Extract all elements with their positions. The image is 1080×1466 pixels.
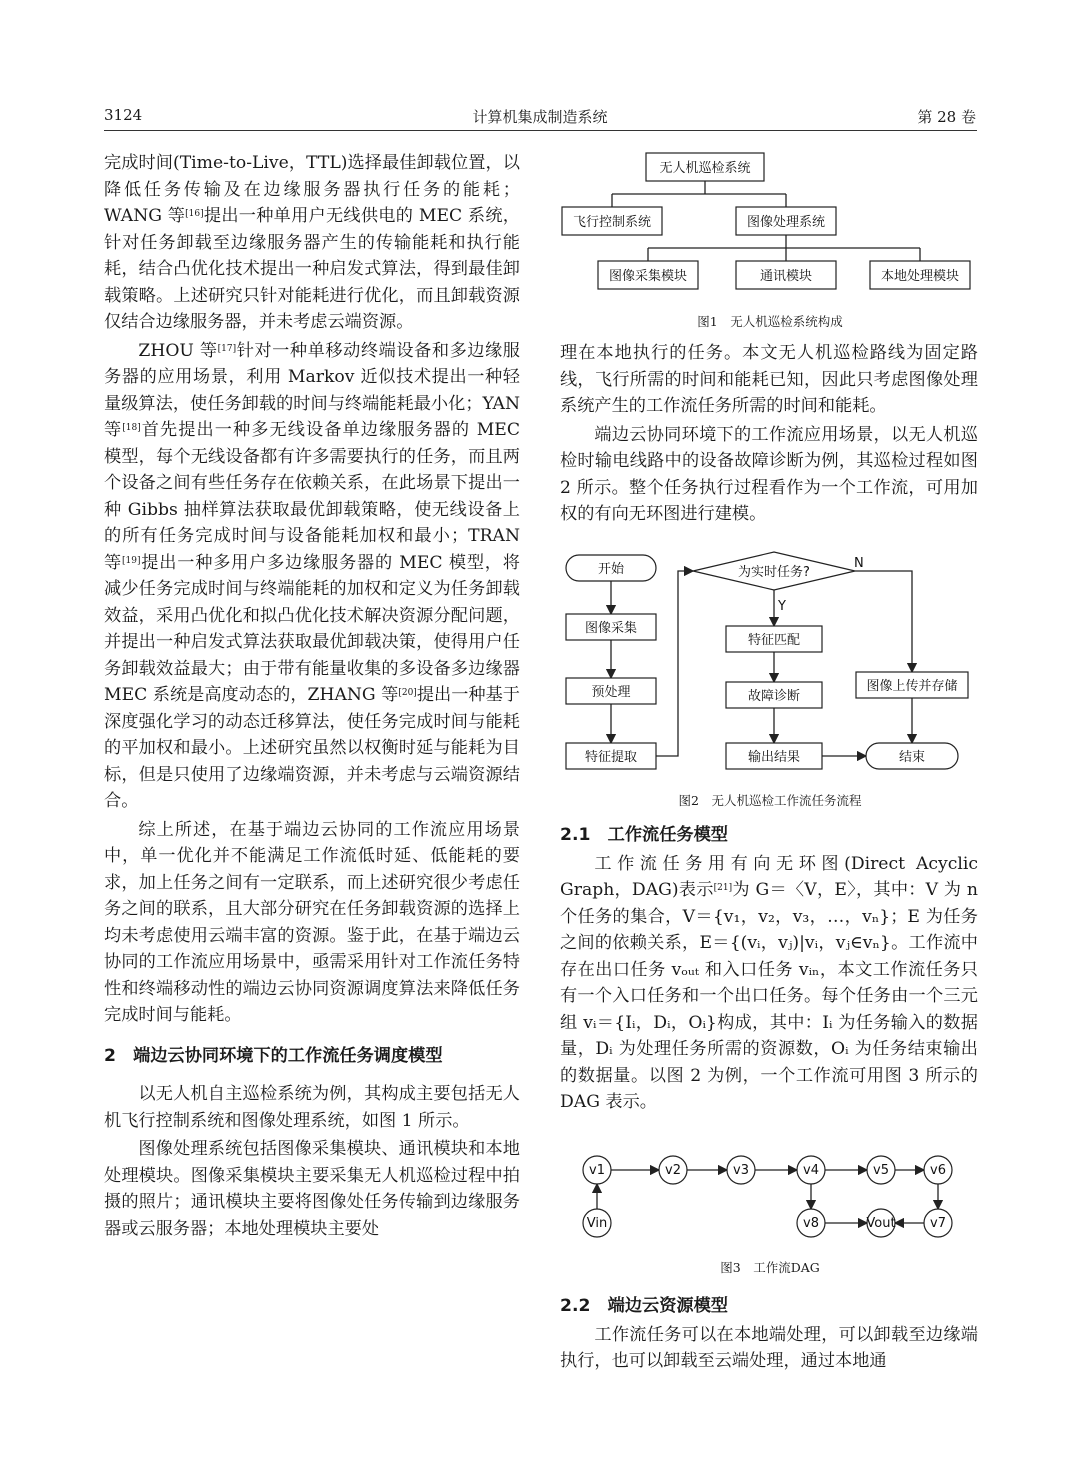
citation-19: [19] xyxy=(121,555,141,566)
dag-label-v2: v2 xyxy=(665,1163,681,1178)
dag-label-vout: Vout xyxy=(866,1216,896,1231)
dag-label-v5: v5 xyxy=(873,1163,889,1178)
fig2-upload-label: 图像上传并存储 xyxy=(866,679,958,694)
fig2-decision-label: 为实时任务? xyxy=(738,565,810,580)
right-paragraph-1: 理在本地执行的任务。本文无人机巡检路线为固定路线，飞行所需的时间和能耗已知，因此只考虑图像处理系统产生的工作流任务所需的时间和能耗。 xyxy=(560,343,978,416)
fig2-output-label: 输出结果 xyxy=(747,750,801,765)
citation-20: [20] xyxy=(398,688,417,698)
dag-label-v4: v4 xyxy=(803,1163,819,1178)
header-rule xyxy=(104,130,977,131)
right-column-bottom xyxy=(560,1293,978,1375)
figure-3-caption: 图3 工作流DAG xyxy=(720,1260,820,1275)
paragraph-3: 综上所述，在基于端边云协同的工作流应用场景中，单一优化并不能满足工作流低时延、低能耗的要求，加上任务之间有一定联系，而上述研究很少考虑任务之间的联系，且大部分研究在任务卸载资源的选择上均未考虑使用云端丰富的资源。鉴于此，在基于端边云协同的工作流应用场景中，亟需采用针对工作流任务特性和终端移动性的端边云协同资源调度算法来降低任务完成时间与能耗。 xyxy=(104,819,520,1025)
right-paragraph-2: 端边云协同环境下的工作流应用场景，以无人机巡检时输电线路中的设备故障诊断为例，其巡检过程如图 2 所示。整个任务执行过程看作为一个工作流，可用加权的有向无环图进行建模。 xyxy=(560,424,978,524)
fig2-end-label: 结束 xyxy=(898,750,926,765)
fig1-local-label: 本地处理模块 xyxy=(880,269,960,284)
dag-label-v6: v6 xyxy=(930,1163,946,1178)
right-column-middle xyxy=(560,822,978,1116)
right-paragraph-4: 工作流任务可以在本地端处理，可以卸载至边缘端执行，也可以卸载至云端处理，通过本地通 xyxy=(560,1324,978,1371)
left-column xyxy=(104,150,520,1242)
figure-2-caption: 图2 无人机巡检工作流任务流程 xyxy=(678,793,862,808)
fig2-acquire-label: 图像采集 xyxy=(584,621,638,636)
fig2-yes-label: Y xyxy=(778,599,786,614)
paragraph-1: 完成时间(Time-to-Live，TTL)选择最佳卸载位置，以降低任务传输及在边缘服务器执行任务的能耗；WANG 等[16]提出一种单用户无线供电的 MEC 系统，针对任务卸载至边缘服务器产生的传输能耗和执行能耗，结合凸优化技术提出一种启发式算法，得到最佳卸载策略。上述研究只针对能耗进行优化，而且卸载资源仅结合边缘服务器，并未考虑云端资源。 xyxy=(104,153,520,332)
fig2-match-label: 特征匹配 xyxy=(747,633,801,648)
journal-title: 计算机集成制造系统 xyxy=(472,108,608,126)
citation-16: [16] xyxy=(185,209,204,219)
citation-18: [18] xyxy=(122,423,141,433)
right-paragraph-3: 工作流任务用有向无环图(Direct Acyclic Graph，DAG)表示[21]为 G＝〈V，E〉，其中：V 为 n 个任务的集合，V＝{v₁，v₂，v₃，…，vₙ}；E 为任务之间的依赖关系，E＝{(vᵢ，vⱼ)|vᵢ，vⱼ∈vₙ}。工作流中存在出口任务 vₒᵤₜ 和入口任务 vᵢₙ，本文工作流任务只有一个入口任务和一个出口任务。每个任务由一个三元组 vᵢ＝{Iᵢ，Dᵢ，Oᵢ}构成，其中：Iᵢ 为任务输入的数据量，Dᵢ 为处理任务所需的资源数，Oᵢ 为任务结束输出的数据量。以图 2 为例，一个工作流可用图 3 所示的 DAG 表示。 xyxy=(560,853,978,1112)
fig1-acquisition-label: 图像采集模块 xyxy=(608,269,688,284)
figure-2-flowchart xyxy=(560,550,980,790)
fig1-image-label: 图像处理系统 xyxy=(746,215,826,230)
volume-label: 第 28 卷 xyxy=(917,108,976,126)
dag-label-v1: v1 xyxy=(589,1163,605,1178)
citation-21: [21] xyxy=(713,883,733,893)
page-number: 3124 xyxy=(104,106,143,124)
paragraph-2: ZHOU 等[17]针对一种单移动终端设备和多边缘服务器的应用场景，利用 Markov 近似技术提出一种轻量级算法，使任务卸载的时间与终端能耗最小化；YAN 等[18]首先提出一种多无线设备单边缘服务器的 MEC 模型，每个无线设备都有许多需要执行的任务，而且两个设备之间有些任务存在依赖关系，在此场景下提出一种 Gibbs 抽样算法获取最优卸载策略，使无线设备上的所有任务完成时间与设备能耗加权和最小；TRAN 等[19]提出一种多用户多边缘服务器的 MEC 模型，将减少任务完成时间与终端能耗的加权和定义为任务卸载效益，采用凸优化和拟凸优化技术解决资源分配问题，并提出一种启发式算法获取最优卸载决策，使得用户任务卸载效益最大；由于带有能量收集的多设备多边缘器 MEC 系统是高度动态的，ZHANG 等[20]提出一种基于深度强化学习的动态迁移算法，使任务完成时间与能耗的平加权和最小。上述研究虽然以权衡时延与能耗为目标，但是只使用了边缘端资源，并未考虑与云端资源结合。 xyxy=(104,340,520,811)
dag-label-v7: v7 xyxy=(930,1216,946,1231)
paragraph-4: 以无人机自主巡检系统为例，其构成主要包括无人机飞行控制系统和图像处理系统，如图 1 所示。 xyxy=(104,1084,520,1131)
dag-label-v3: v3 xyxy=(733,1163,749,1178)
section-2-2-heading: 2.2 端边云资源模型 xyxy=(560,1296,728,1316)
fig2-start-label: 开始 xyxy=(597,562,625,577)
figure-1-caption: 图1 无人机巡检系统构成 xyxy=(697,314,843,329)
fig2-preprocess-label: 预处理 xyxy=(591,685,631,700)
fig1-root-label: 无人机巡检系统 xyxy=(659,161,751,176)
fig1-comm-label: 通讯模块 xyxy=(759,269,813,284)
fig1-flight-label: 飞行控制系统 xyxy=(572,215,652,230)
dag-label-vin: Vin xyxy=(586,1216,608,1231)
fig2-extract-label: 特征提取 xyxy=(584,750,638,765)
figure-3-dag xyxy=(570,1148,970,1248)
right-column-top xyxy=(560,340,978,528)
fig2-no-label: N xyxy=(854,556,864,571)
section-2-1-heading: 2.1 工作流任务模型 xyxy=(560,825,728,845)
citation-17: [17] xyxy=(217,343,237,354)
paragraph-5: 图像处理系统包括图像采集模块、通讯模块和本地处理模块。图像采集模块主要采集无人机巡检过程中拍摄的照片；通讯模块主要将图像处任务传输到边缘服务器或云服务器；本地处理模块主要处 xyxy=(104,1139,520,1239)
section-2-heading: 2 端边云协同环境下的工作流任务调度模型 xyxy=(104,1045,443,1066)
fig2-diagnose-label: 故障诊断 xyxy=(747,689,801,704)
dag-label-v8: v8 xyxy=(803,1216,819,1231)
